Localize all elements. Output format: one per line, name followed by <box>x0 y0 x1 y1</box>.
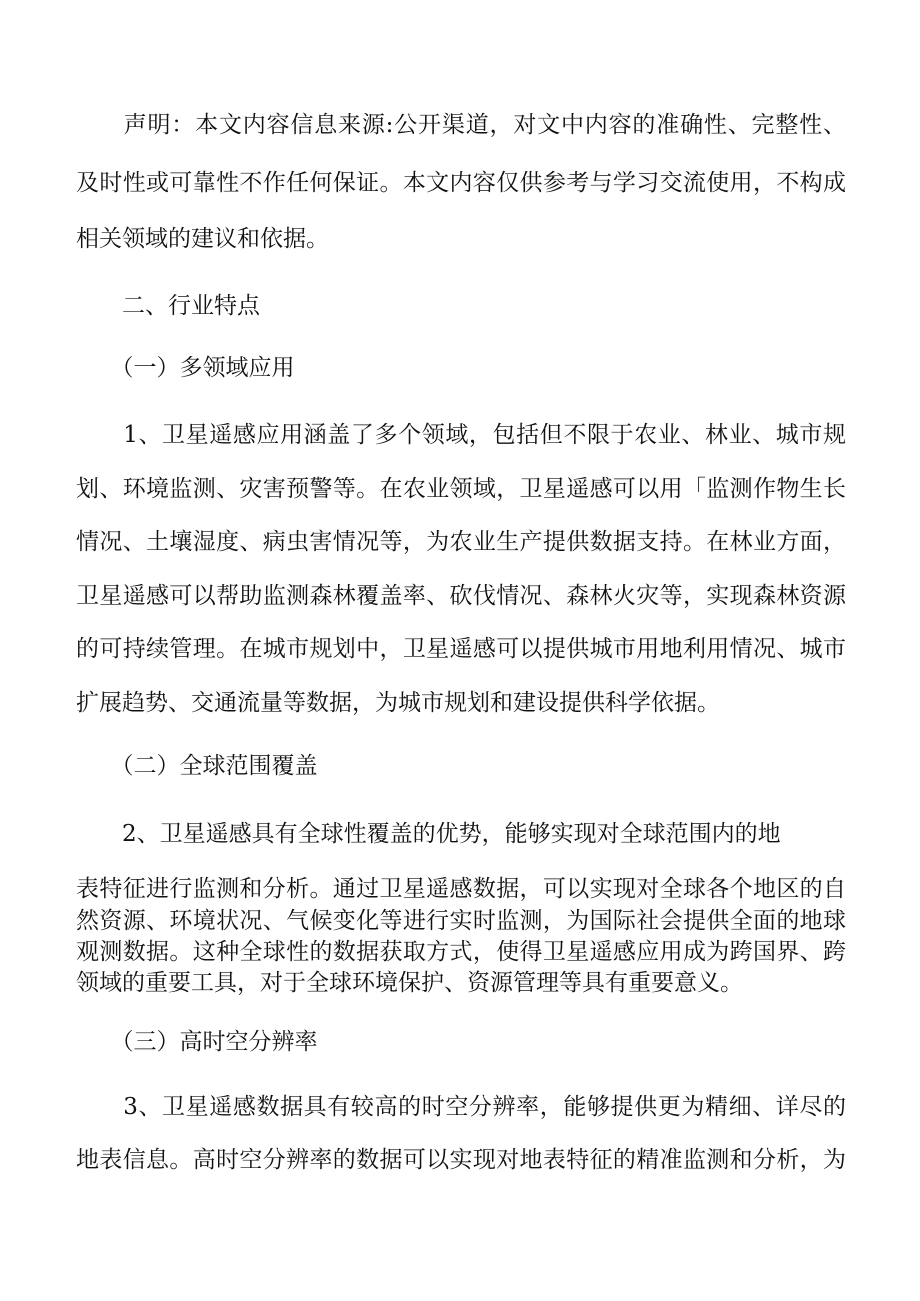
disclaimer-line: 声明：本文内容信息来源:公开渠道，对文中内容的准确性、完整性、 <box>76 112 846 138</box>
paragraph-line: 表特征进行监测和分析。通过卫星遥感数据，可以实现对全球各个地区的自 <box>76 876 846 902</box>
paragraph-line: 2、卫星遥感具有全球性覆盖的优势，能够实现对全球范围内的地 <box>76 821 781 847</box>
paragraph-line: 1、卫星遥感应用涵盖了多个领域，包括但不限于农业、林业、城市规 <box>76 422 846 448</box>
disclaimer-line: 及时性或可靠性不作任何保证。本文内容仅供参考与学习交流使用，不构成 <box>76 170 846 196</box>
subsection-heading: （三）高时空分辨率 <box>76 1029 318 1055</box>
paragraph-line: 扩展趋势、交通流量等数据，为城市规划和建设提供科学依据。 <box>76 690 720 716</box>
subsection-heading: （一）多领域应用 <box>76 355 295 381</box>
disclaimer-line: 相关领域的建议和依据。 <box>76 226 329 252</box>
section-heading: 二、行业特点 <box>76 293 260 319</box>
paragraph-line: 划、环境监测、灾害预警等。在农业领域，卫星遥感可以用「监测作物生长 <box>76 476 846 502</box>
paragraph-line: 3、卫星遥感数据具有较高的时空分辨率，能够提供更为精细、详尽的 <box>76 1094 846 1120</box>
paragraph-line: 地表信息。高时空分辨率的数据可以实现对地表特征的精准监测和分析，为 <box>76 1147 846 1173</box>
paragraph-line: 观测数据。这种全球性的数据获取方式，使得卫星遥感应用成为跨国界、跨 <box>76 939 846 965</box>
paragraph-line: 领域的重要工具，对于全球环境保护、资源管理等具有重要意义。 <box>76 970 743 996</box>
paragraph-line: 然资源、环境状况、气候变化等进行实时监测，为国际社会提供全面的地球 <box>76 908 846 934</box>
subsection-heading: （二）全球范围覆盖 <box>76 753 318 779</box>
paragraph-line: 情况、土壤湿度、病虫害情况等，为农业生产提供数据支持。在林业方面， <box>76 529 846 555</box>
paragraph-line: 的可持续管理。在城市规划中，卫星遥感可以提供城市用地利用情况、城市 <box>76 636 846 662</box>
paragraph-line: 卫星遥感可以帮助监测森林覆盖率、砍伐情况、森林火灾等，实现森林资源 <box>76 583 846 609</box>
